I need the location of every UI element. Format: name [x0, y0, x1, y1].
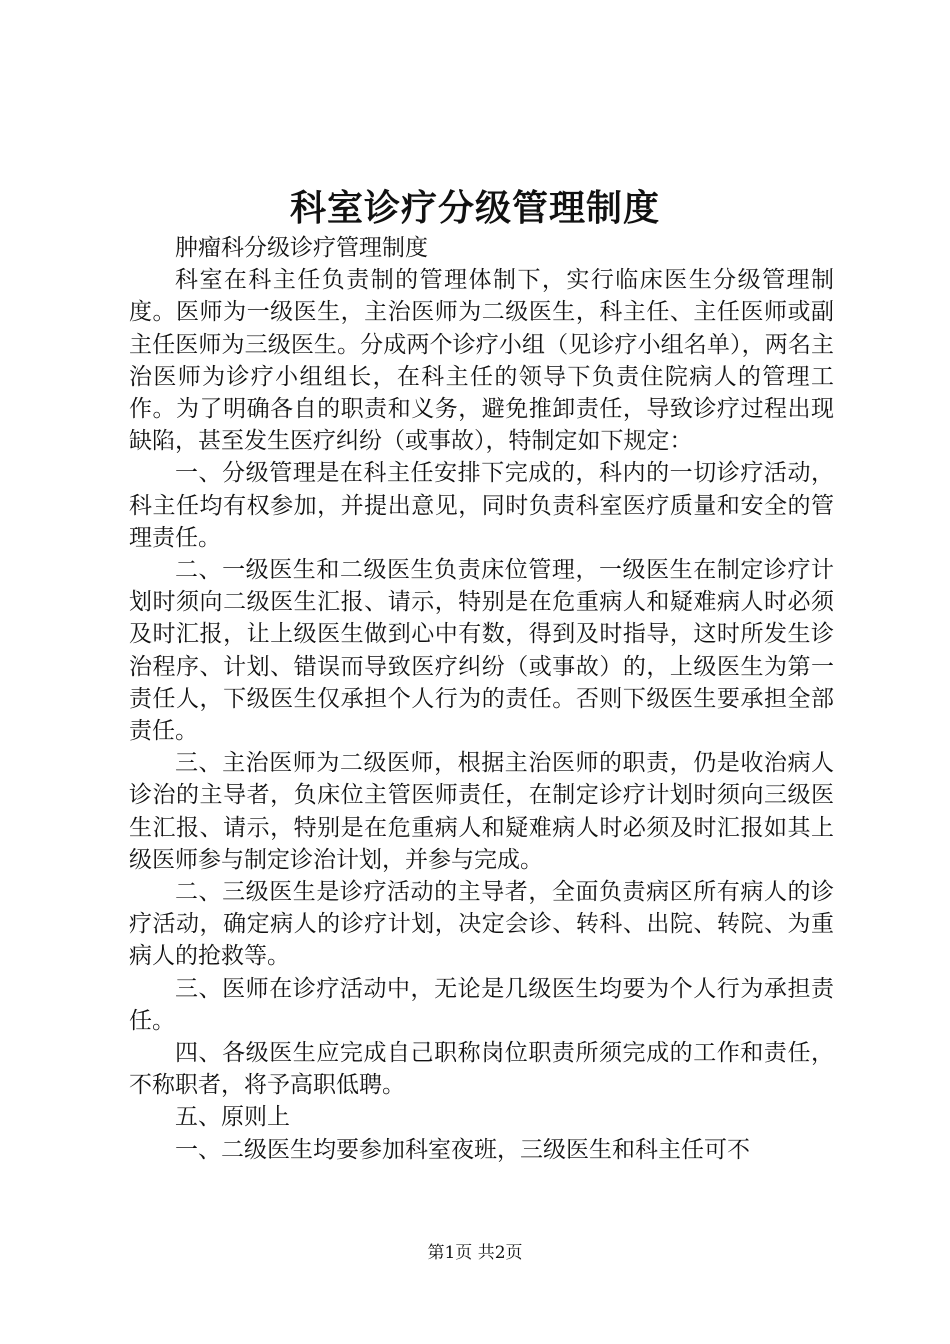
paragraph-rule-4: 二、三级医生是诊疗活动的主导者，全面负责病区所有病人的诊疗活动，确定病人的诊疗计划，决定会诊、转科、出院、转院、为重病人的抢救等。 [129, 879, 834, 970]
document-body [129, 232, 834, 1166]
paragraph-rule-7: 五、原则上 [175, 1104, 290, 1131]
paragraph-rule-5: 三、医师在诊疗活动中，无论是几级医生均要为个人行为承担责任。 [129, 975, 834, 1034]
paragraph-rule-8: 一、二级医生均要参加科室夜班，三级医生和科主任可不 [175, 1136, 750, 1163]
paragraph-rule-6: 四、各级医生应完成自己职称岗位职责所须完成的工作和责任，不称职者，将予高职低聘。 [129, 1040, 834, 1099]
page-number-footer: 第1页 共2页 [427, 1243, 523, 1263]
paragraph-subtitle: 肿瘤科分级诊疗管理制度 [175, 235, 428, 261]
paragraph-rule-1: 一、分级管理是在科主任安排下完成的，科内的一切诊疗活动，科主任均有权参加，并提出意见，同时负责科室医疗质量和安全的管理责任。 [129, 460, 834, 551]
document-title: 科室诊疗分级管理制度 [289, 187, 660, 229]
paragraph-rule-3: 三、主治医师为二级医师，根据主治医师的职责，仍是收治病人诊治的主导者，负床位主管医师责任，在制定诊疗计划时须向三级医生汇报、请示，特别是在危重病人和疑难病人时必须及时汇报如其上级医师参与制定诊治计划，并参与完成。 [129, 750, 834, 873]
paragraph-rule-2: 二、一级医生和二级医生负责床位管理，一级医生在制定诊疗计划时须向二级医生汇报、请示，特别是在危重病人和疑难病人时必须及时汇报，让上级医生做到心中有数，得到及时指导，这时所发生诊治程序、计划、错误而导致医疗纠纷（或事故）的，上级医生为第一责任人，下级医生仅承担个人行为的责任。否则下级医生要承担全部责任。 [129, 557, 834, 745]
paragraph-intro: 科室在科主任负责制的管理体制下，实行临床医生分级管理制度。医师为一级医生，主治医师为二级医生，科主任、主任医师或副主任医师为三级医生。分成两个诊疗小组（见诊疗小组名单），两名主治医师为诊疗小组组长，在科主任的领导下负责住院病人的管理工作。为了明确各自的职责和义务，避免推卸责任，导致诊疗过程出现缺陷，甚至发生医疗纠纷（或事故），特制定如下规定： [129, 267, 834, 455]
